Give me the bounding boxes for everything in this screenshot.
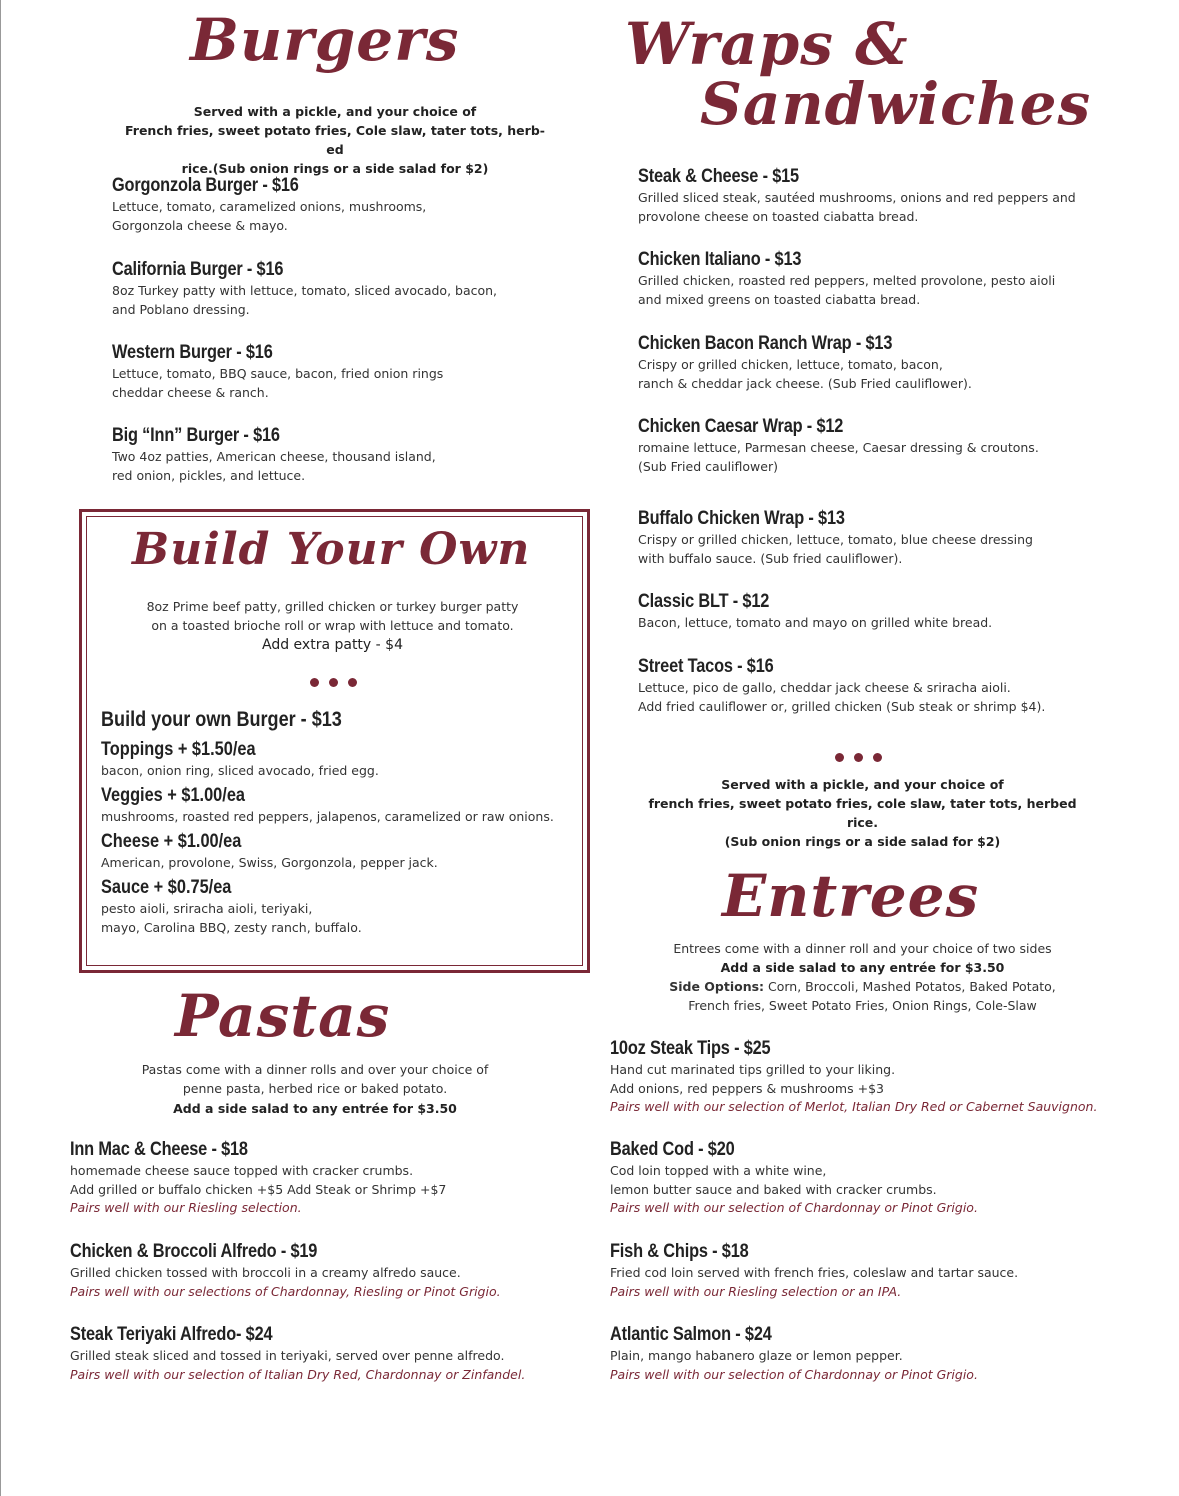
byo-option-veggies (101, 784, 554, 827)
entrees-side-options (640, 977, 1085, 1015)
item-desc: Cod loin topped with a white wine, lemon butter sauce and baked with cracker crumbs. (610, 1163, 937, 1197)
item-name: California Burger - $16 (112, 259, 284, 280)
item-desc: Hand cut marinated tips grilled to your liking. Add onions, red peppers & mushrooms +$3 (610, 1062, 896, 1096)
option-desc: bacon, onion ring, sliced avocado, fried egg. (101, 763, 379, 778)
ornament-dot (873, 753, 882, 762)
ornament-dot (835, 753, 844, 762)
item-name: Steak & Cheese - $15 (638, 166, 799, 187)
item-name: 10oz Steak Tips - $25 (610, 1038, 771, 1059)
build-your-own-heading: Build your own Burger - $13 (101, 708, 342, 731)
side-options-label: Side Options: (669, 979, 765, 994)
build-your-own-intro: 8oz Prime beef patty, grilled chicken or turkey burger patty on a toasted brioche roll or wrap with lettuce and tomato. (146, 599, 519, 633)
wraps-outro: Served with a pickle, and your choice of french fries, sweet potato fries, cole slaw, tater tots, herbed rice. (Sub onion rings or a side salad for $2) (648, 777, 1077, 849)
burger-item-gorgonzola (112, 174, 426, 235)
side-options-text-2: French fries, Sweet Potato Fries, Onion Rings, Cole-Slaw (688, 998, 1037, 1013)
side-options-text: Corn, Broccoli, Mashed Potatos, Baked Potato, (764, 979, 1056, 994)
item-desc: Lettuce, tomato, BBQ sauce, bacon, fried onion rings cheddar cheese & ranch. (112, 366, 444, 400)
build-your-own-title: Build Your Own (132, 524, 531, 575)
item-pairing: Pairs well with our selection of Merlot, Italian Dry Red or Cabernet Sauvignon. (610, 1099, 1098, 1114)
burger-item-western (112, 341, 443, 402)
item-name: Baked Cod - $20 (610, 1139, 735, 1160)
option-name: Cheese + $1.00/ea (101, 831, 242, 852)
wrap-item-steak-cheese (638, 165, 1076, 226)
burgers-intro: Served with a pickle, and your choice of French fries, sweet potato fries, Cole slaw, tater tots, herb-ed rice.(Sub onion rings or a side salad for $2) (125, 104, 545, 176)
option-name: Veggies + $1.00/ea (101, 785, 245, 806)
entree-item-atlantic-salmon (610, 1323, 978, 1384)
entrees-intro-salad: Add a side salad to any entrée for $3.50 (720, 960, 1005, 975)
entree-item-fish-chips (610, 1240, 1018, 1301)
item-desc: 8oz Turkey patty with lettuce, tomato, sliced avocado, bacon, and Poblano dressing. (112, 283, 498, 317)
item-desc: Lettuce, tomato, caramelized onions, mushrooms, Gorgonzola cheese & mayo. (112, 199, 427, 233)
pastas-intro-salad: Add a side salad to any entrée for $3.50 (173, 1101, 457, 1116)
ornament-dot (854, 753, 863, 762)
item-name: Big “Inn” Burger - $16 (112, 425, 280, 446)
item-pairing: Pairs well with our selection of Chardonnay or Pinot Grigio. (610, 1200, 978, 1215)
item-desc: homemade cheese sauce topped with cracker crumbs. Add grilled or buffalo chicken +$5 Add Steak or Shrimp +$7 (70, 1163, 447, 1197)
option-desc: pesto aioli, sriracha aioli, teriyaki, mayo, Carolina BBQ, zesty ranch, buffalo. (101, 901, 362, 935)
pasta-item-steak-teriyaki (70, 1323, 525, 1384)
burgers-title: Burgers (190, 6, 460, 74)
burger-item-california (112, 258, 497, 319)
pasta-item-chicken-broccoli (70, 1240, 501, 1301)
item-desc: Bacon, lettuce, tomato and mayo on grilled white bread. (638, 615, 993, 630)
item-desc: Grilled chicken tossed with broccoli in a creamy alfredo sauce. (70, 1265, 461, 1280)
entree-item-baked-cod (610, 1138, 978, 1218)
item-name: Gorgonzola Burger - $16 (112, 175, 299, 196)
entrees-intro: Entrees come with a dinner roll and your choice of two sides (673, 941, 1052, 956)
option-desc: American, provolone, Swiss, Gorgonzola, pepper jack. (101, 855, 438, 870)
page-left-border (0, 0, 1, 1496)
ornament-dot (329, 678, 338, 687)
item-name: Fish & Chips - $18 (610, 1241, 749, 1262)
item-pairing: Pairs well with our selections of Chardonnay, Riesling or Pinot Grigio. (70, 1283, 501, 1299)
item-desc: Grilled sliced steak, sautéed mushrooms, onions and red peppers and provolone cheese on toasted ciabatta bread. (638, 190, 1076, 224)
option-name: Sauce + $0.75/ea (101, 877, 232, 898)
burger-item-big-inn (112, 424, 436, 485)
entree-item-steak-tips (610, 1037, 1097, 1117)
item-desc: Plain, mango habanero glaze or lemon pepper. (610, 1348, 903, 1363)
item-name: Inn Mac & Cheese - $18 (70, 1139, 248, 1160)
item-name: Steak Teriyaki Alfredo- $24 (70, 1324, 273, 1345)
wrap-item-buffalo-chicken (638, 507, 1033, 568)
item-desc: Crispy or grilled chicken, lettuce, tomato, blue cheese dressing with buffalo sauce. (Sub fried cauliflower). (638, 532, 1033, 566)
byo-option-sauce (101, 876, 362, 937)
item-name: Chicken Italiano - $13 (638, 249, 802, 270)
option-desc: mushrooms, roasted red peppers, jalapenos, caramelized or raw onions. (101, 809, 554, 824)
item-name: Atlantic Salmon - $24 (610, 1324, 772, 1345)
item-desc: Grilled chicken, roasted red peppers, melted provolone, pesto aioli and mixed greens on toasted ciabatta bread. (638, 273, 1056, 307)
pastas-title: Pastas (175, 982, 391, 1050)
byo-option-toppings (101, 738, 379, 781)
item-desc: romaine lettuce, Parmesan cheese, Caesar dressing & croutons. (Sub Fried cauliflower) (638, 440, 1039, 474)
item-name: Street Tacos - $16 (638, 656, 774, 677)
item-name: Buffalo Chicken Wrap - $13 (638, 508, 845, 529)
ornament-dots (835, 753, 882, 762)
wrap-item-chicken-italiano (638, 248, 1055, 309)
option-name: Toppings + $1.50/ea (101, 739, 256, 760)
item-pairing: Pairs well with our Riesling selection. (70, 1200, 302, 1215)
wrap-item-chicken-bacon-ranch (638, 332, 972, 393)
item-desc: Fried cod loin served with french fries, coleslaw and tartar sauce. (610, 1265, 1019, 1280)
wrap-item-classic-blt (638, 590, 992, 633)
item-name: Chicken Bacon Ranch Wrap - $13 (638, 333, 893, 354)
wrap-item-chicken-caesar (638, 415, 1039, 476)
item-desc: Two 4oz patties, American cheese, thousand island, red onion, pickles, and lettuce. (112, 449, 436, 483)
item-pairing: Pairs well with our Riesling selection or an IPA. (610, 1283, 902, 1299)
item-desc: Lettuce, pico de gallo, cheddar jack cheese & sriracha aioli. Add fried cauliflower or, grilled chicken (Sub steak or shrimp $4). (638, 680, 1046, 714)
entrees-title: Entrees (722, 862, 980, 930)
item-pairing: Pairs well with our selection of Italian Dry Red, Chardonnay or Zinfandel. (70, 1366, 526, 1382)
ornament-dots (310, 678, 357, 687)
wraps-title-line2: Sandwiches (700, 70, 1092, 138)
wrap-item-street-tacos (638, 655, 1045, 716)
pasta-item-mac-cheese (70, 1138, 446, 1218)
ornament-dot (310, 678, 319, 687)
wraps-title-line1: Wraps & (625, 10, 909, 78)
item-desc: Grilled steak sliced and tossed in teriyaki, served over penne alfredo. (70, 1348, 505, 1363)
ornament-dot (348, 678, 357, 687)
byo-option-cheese (101, 830, 438, 873)
pastas-intro: Pastas come with a dinner rolls and over your choice of penne pasta, herbed rice or baked potato. (141, 1062, 489, 1096)
build-your-own-extra-patty: Add extra patty - $4 (262, 637, 403, 653)
item-name: Western Burger - $16 (112, 342, 273, 363)
item-name: Classic BLT - $12 (638, 591, 770, 612)
item-name: Chicken & Broccoli Alfredo - $19 (70, 1241, 318, 1262)
item-desc: Crispy or grilled chicken, lettuce, tomato, bacon, ranch & cheddar jack cheese. (Sub Fried cauliflower). (638, 357, 972, 391)
item-pairing: Pairs well with our selection of Chardonnay or Pinot Grigio. (610, 1366, 978, 1382)
item-name: Chicken Caesar Wrap - $12 (638, 416, 844, 437)
